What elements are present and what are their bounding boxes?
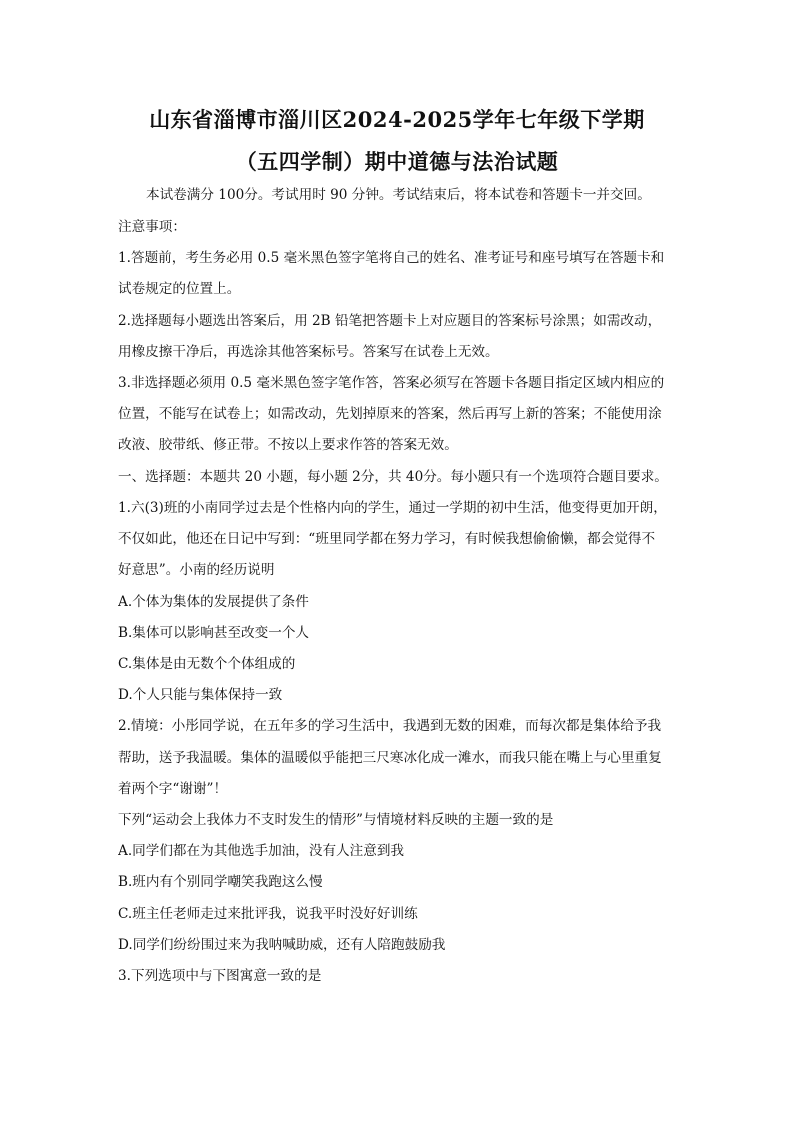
question-2-option-d: D.同学们纷纷围过来为我呐喊助威，还有人陪跑鼓励我 (118, 937, 446, 953)
exam-title-line1: 山东省淄博市淄川区2024-2025学年七年级下学期 (149, 107, 645, 132)
section-1-heading: 一、选择题：本题共 20 小题，每小题 2分，共 40分。每小题只有一个选项符合题目要求。 (118, 469, 668, 485)
question-2-option-c: C.班主任老师走过来批评我，说我平时没好好训练 (118, 906, 418, 922)
exam-title-line2: （五四学制）期中道德与法治试题 (235, 149, 559, 174)
notice-1-line2: 试卷规定的位置上。 (118, 281, 241, 297)
exam-intro: 本试卷满分 100分。考试用时 90 分钟。考试结束后，将本试卷和答题卡一并交回。 (146, 187, 651, 203)
question-1-option-c: C.集体是由无数个个体组成的 (118, 656, 296, 672)
question-2-option-a: A.同学们都在为其他选手加油，没有人注意到我 (118, 843, 405, 859)
notice-1-line1: 1.答题前，考生务必用 0.5 毫米黑色签字笔将自己的姓名、准考证号和座号填写在答题卡和 (118, 250, 665, 266)
question-1-line3: 好意思”。小南的经历说明 (118, 562, 275, 578)
question-1-option-d: D.个人只能与集体保持一致 (118, 687, 283, 703)
notice-2-line1: 2.选择题每小题选出答案后，用 2B 铅笔把答题卡上对应题目的答案标号涂黑；如需改动， (118, 313, 662, 329)
question-2-line1: 2.情境：小彤同学说，在五年多的学习生活中，我遇到无数的困难，而每次都是集体给予我 (118, 718, 662, 734)
question-2-line3: 着两个字“谢谢”！ (118, 781, 228, 797)
question-1-option-b: B.集体可以影响甚至改变一个人 (118, 625, 310, 641)
question-1-line2: 不仅如此，他还在日记中写到：“班里同学都在努力学习，有时候我想偷偷懒，都会觉得不 (118, 531, 656, 547)
question-2-line4: 下列“运动会上我体力不支时发生的情形”与情境材料反映的主题一致的是 (118, 812, 554, 828)
notice-3-line3: 改液、胶带纸、修正带。不按以上要求作答的答案无效。 (118, 437, 458, 453)
question-2-line2: 帮助，送予我温暖。集体的温暖似乎能把三尺寒冰化成一滩水，而我只能在嘴上与心里重复 (118, 750, 662, 766)
question-1-option-a: A.个体为集体的发展提供了条件 (118, 594, 309, 610)
question-1-line1: 1.六(3)班的小南同学过去是个性格内向的学生，通过一学期的初中生活，他变得更加开朗， (118, 500, 667, 516)
notice-3-line1: 3.非选择题必须用 0.5 毫米黑色签字笔作答，答案必须写在答题卡各题目指定区域内相应的 (118, 375, 665, 391)
question-2-option-b: B.班内有个别同学嘲笑我跑这么慢 (118, 874, 323, 890)
notice-heading: 注意事项： (118, 219, 186, 235)
question-3-line1: 3.下列选项中与下图寓意一致的是 (118, 968, 322, 984)
notice-3-line2: 位置，不能写在试卷上；如需改动，先划掉原来的答案，然后再写上新的答案；不能使用涂 (118, 406, 662, 422)
notice-2-line2: 用橡皮擦干净后，再选涂其他答案标号。答案写在试卷上无效。 (118, 344, 499, 360)
